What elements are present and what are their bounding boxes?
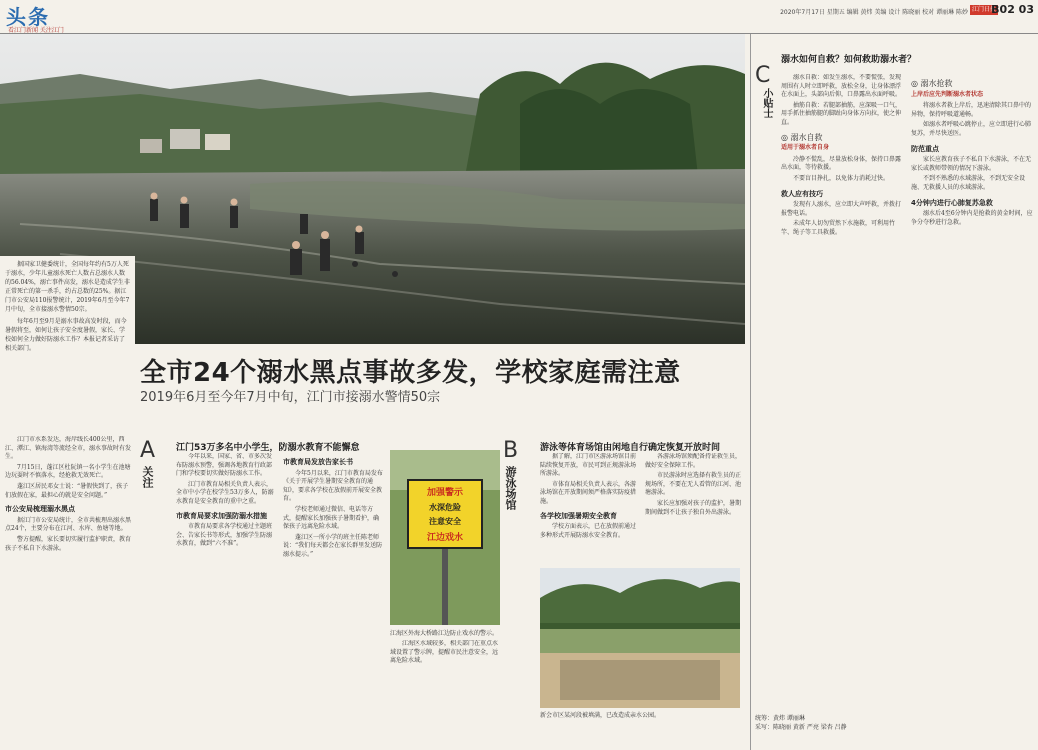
sign-photo-caption: 江海区外海大桥路江边防止戏水的警示。 [390, 630, 499, 637]
sidebar-letter: C [755, 63, 771, 88]
paragraph: 抽筋自救：若腿部抽筋，应深吸一口气，用手抓住抽筋腿的脚趾向身体方向拉，使之伸直。 [781, 101, 902, 126]
paragraph: 发现有人溺水，应立即大声呼救，并拨打报警电话。 [781, 201, 902, 217]
sign-line-4: 江边戏水 [426, 533, 464, 543]
river-photo [540, 568, 740, 708]
subheading: 市教育局要求加强防溺水措施 [176, 511, 267, 520]
paragraph: 学校方面表示，已在放假前通过多种形式开展防溺水安全教育。 [540, 523, 637, 539]
article-column-1 [5, 436, 133, 736]
paragraph: 家长应加强对孩子的监护，暑期期间做到不让孩子独自外出游泳。 [645, 499, 742, 516]
paragraph: 未成年人切勿贸然下水施救，可利用竹竿、绳子等工具救援。 [781, 220, 896, 236]
paragraph: 不到不熟悉的水域游泳，不到无安全设施、无救援人员的水域游泳。 [911, 175, 1026, 191]
paragraph: 今年以来，国家、省、市多次发布防溺水预警，强调各地教育行政部门和学校要切实做好防溺水工作。 [176, 453, 273, 478]
subheadline: 2019年6月至今年7月中旬，江门市接溺水警情50宗 [140, 390, 441, 405]
paper-flag: 江门日报 [971, 6, 996, 13]
section-letter: B [503, 438, 519, 463]
section-word: 游泳场馆 [504, 466, 517, 510]
sidebar-heading: ◎ 溺水抢救 [911, 79, 953, 88]
section-word: 关注 [141, 466, 154, 488]
sidebar-badge [755, 64, 779, 118]
paragraph: 市体育局相关负责人表示，各游泳场馆在开放期间须严格落实防疫措施。 [540, 480, 637, 505]
sidebar-subheading: 适用于溺水者自身 [781, 144, 830, 152]
paragraph: 据江门市公安局统计，全市共梳理出溺水黑点24个，主要分布在江河、水库、鱼塘等地。 [5, 516, 132, 533]
subheading: 市公安局梳理溺水黑点 [5, 505, 75, 514]
paragraph: 据了解，江门市区游泳场馆目前陆续恢复开放，市民可到正规游泳场所游泳。 [540, 453, 637, 478]
paragraph: 各游泳场馆须配备持证救生员，做好安全保障工作。 [645, 453, 742, 469]
paragraph: 市民游泳时应选择有救生员的正规场所，不要在无人看管的江河、池塘游泳。 [645, 472, 742, 497]
sidebar-column-right [911, 74, 1035, 674]
warning-sign-photo [390, 450, 500, 625]
credit-line: 采写：陈晓丽 黄新 严亮 梁杏 吕静 [755, 724, 847, 731]
paragraph: 蓬江区一所小学的班主任陈老师说：“我们每天都会在家长群里发送防溺水提示。” [283, 533, 383, 558]
dateline: 2020年7月17日 星期五 编辑 黄炜 美编 设计 陈晓丽 校对 谭丽琳 陈妙 [780, 9, 968, 16]
section-b-marker [503, 440, 533, 510]
paragraph: 江门市教育局相关负责人表示，全市中小学在校学生53万多人，防溺水教育是安全教育的重中之重。 [176, 480, 274, 505]
subheading: 各学校加强暑期安全教育 [540, 511, 617, 520]
paragraph: 学校老师通过微信、电话等方式，提醒家长加强孩子暑期看护，确保孩子远离危险水域。 [283, 505, 380, 531]
section-title: 头条 [6, 5, 50, 29]
paragraph: 冷静不慌乱，尽量放松身体，保持口鼻露出水面，等待救援。 [781, 155, 902, 172]
sidebar-title: 溺水如何自救？如何救助溺水者？ [781, 55, 917, 65]
credit-line: 统筹：黄炜 谭丽琳 [755, 715, 805, 722]
paragraph: 市教育局要求各学校通过主题班会、告家长书等形式，加强学生防溺水教育，做到“六不准”。 [176, 523, 273, 548]
paragraph: 江门市水系发达，海岸线长400公里，西江、潭江、镇海湾等流经全市，溺水事故时有发生。 [5, 436, 132, 461]
section-slogan: 看江门新闻 关注江门 [8, 27, 64, 34]
section-a-marker [140, 440, 170, 488]
paragraph: 7月15日，蓬江区杜阮镇一名小学生在池塘边玩耍时不慎落水，经抢救无效死亡。 [5, 463, 131, 480]
sidebar-column-left [781, 74, 905, 744]
sidebar-word: 小贴士 [761, 88, 772, 118]
intro-paragraph: 据国家卫健委统计，全国每年约有5万人死于溺水，少年儿童溺水死亡人数占总溺水人数的56.04%，溺亡事件高发，溺水是造成学生非正常死亡的第一杀手，约占总数的25%。据江门市公安局110报警统计，2019年6月至今年7月中旬，全市接溺水警情50宗。 [5, 261, 130, 313]
paragraph: 家长应教育孩子不私自下水游泳，不在无家长或教师带领的情况下游泳。 [911, 156, 1032, 172]
paragraph: 不要盲目挣扎，以免体力消耗过快。 [793, 174, 890, 182]
paragraph: 将溺水者救上岸后，迅速清除其口鼻中的异物，保持呼吸道通畅。 [911, 102, 1032, 118]
article-column-sign [390, 640, 500, 740]
paragraph: 溺水自救：如发生溺水，不要慌张，发现周围有人时立即呼救，放松全身，让身体漂浮在水面上，头部向后仰，口鼻露出水面呼吸。 [781, 74, 902, 99]
paragraph: 警方提醒，家长要切实履行监护职责，教育孩子不私自下水游泳。 [5, 535, 132, 552]
section-b-title: 游泳等体育场馆由闲地自行确定恢复开放时间 [540, 443, 721, 453]
article-column-3 [283, 453, 383, 738]
section-letter: A [140, 438, 156, 463]
subheading: 防范重点 [911, 144, 939, 153]
sidebar-subheading: 上岸后应先判断溺水者状态 [911, 90, 984, 98]
sign-line-2: 水深危险 [429, 503, 461, 512]
intro-paragraph: 每年6月至9月是溺水事故高发时段，而今暑假将至，如何让孩子安全度暑假，家长、学校如何全力做好防溺水工作？本报记者采访了相关部门。 [5, 318, 127, 352]
sign-line-1: 加强警示 [426, 488, 464, 498]
paragraph: 江海区水域较多，相关部门在重点水域设置了警示牌，提醒市民注意安全，远离危险水域。 [390, 640, 499, 665]
credits [755, 714, 1035, 732]
tips-sidebar [750, 34, 1038, 750]
subheading: 救人应有技巧 [781, 189, 823, 198]
paragraph: 今年5月以来，江门市教育局发布《关于开展学生暑期安全教育的通知》，要求各学校在放假前开展安全教育。 [283, 469, 383, 503]
subheading: 市教育局发放告家长书 [283, 458, 353, 466]
sidebar-heading: ◎ 溺水自救 [781, 132, 823, 142]
sign-line-3: 注意安全 [429, 517, 461, 526]
intro-column [0, 256, 135, 436]
paragraph: 蓬江区居民邓女士说：“暑假快到了，孩子们放假在家，最担心的就是安全问题。” [5, 482, 129, 499]
river-photo-caption: 新会市区某河段被填满，已改造成亲水公园。 [540, 712, 661, 719]
page-header [0, 0, 1038, 34]
subheading: 4分钟内进行心肺复苏急救 [911, 198, 993, 207]
headline: 全市24个溺水黑点事故多发，学校家庭需注意 [140, 358, 681, 388]
article-column-2 [176, 453, 276, 738]
section-a-title: 江门53万多名中小学生，防溺水教育不能懈怠 [176, 443, 360, 453]
paragraph: 如溺水者呼吸心跳停止，应立即进行心肺复苏，并尽快送医。 [911, 121, 1032, 137]
paragraph: 溺水后4至6分钟内是抢救的黄金时间，应争分夺秒进行急救。 [911, 210, 1033, 226]
page-number: B02 03 [991, 3, 1034, 16]
